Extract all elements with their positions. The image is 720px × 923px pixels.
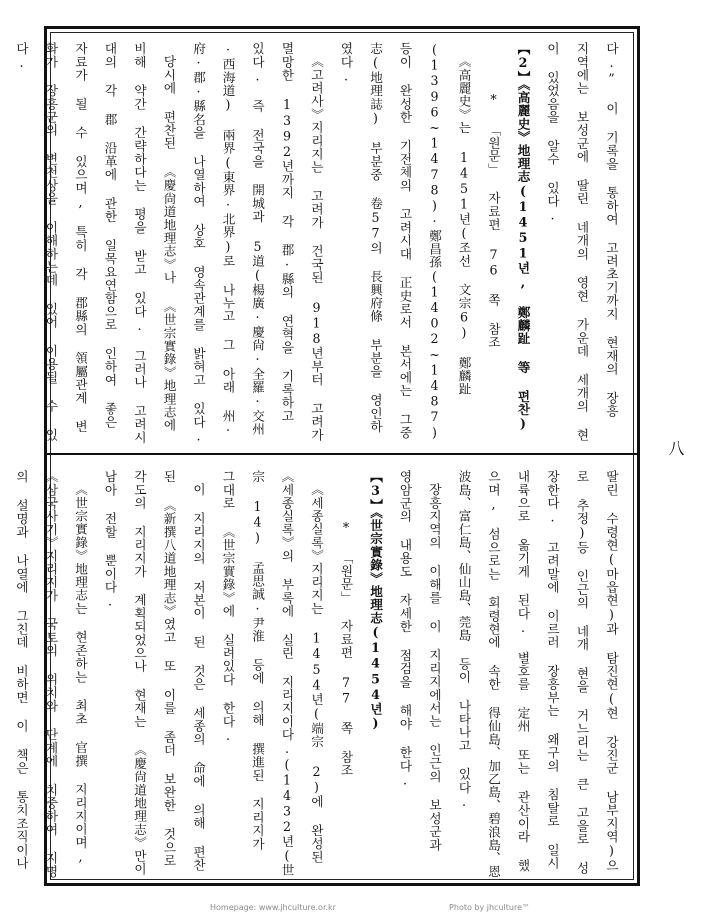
body-paragraph: 《高麗史》는 1451년(조선 文宗6) 鄭麟趾(1396~1478)·鄭昌孫(1402~1487)등이 완성한 기전체의 고려시대 正史로서 본서에는 그중 志(地理誌) 부분중 卷57의 長興府條 부분을 영인하였다. [338,42,472,441]
body-paragraph: 《고려사》지리지는 고려가 건국된 918년부터 고려가 멸망한 1392년까지 각 郡·縣의 연혁을 기록하고 있다. 즉 전국을 開城과 5道(楊廣·慶尙·全羅·交州·西海道) 兩界(東界·北界)로 나누고 그 아래 州·府·郡·縣名을 나열하여 상호 영속관계를 밝혀고 있다. [191,42,324,444]
body-paragraph: 《世宗實錄》地理志는 현존하는 최초 官撰 지리지이며, 《삼국사기》지리지가 국토의 위치와 단계에 치중하여 지명의 설명과 나열에 그친데 비하면 이 책은 통치조직이나 [14,470,88,878]
section-divider [44,453,640,455]
body-paragraph: 《세종실록》지리지는 1454년(端宗 2)에 완성된 《세종실록》의 부록에 실린 지리지이다.(1432년(世宗 14) 孟思誠·尹淮 등에 의해 撰進된 지리지가 그대로 《世宗實錄》에 실려있다 한다. [220,470,324,877]
footer-homepage: Homepage: www.jhculture.or.kr [210,903,336,912]
reference-note: * 「원문」 자료편 77 쪽 참조 [338,520,354,778]
body-paragraph: 장흥지역의 이해를 이 지리지에서는 인근의 보성군과 영암군의 내용도 자세한 점검을 해야 한다. [397,470,442,851]
body-paragraph: 딸린 수령현(마읍현)과 탐진현(현 강진군 남부지역)으로 추정)등 인근의 네개 현을 거느리는 큰 고을로 성장한다. 고려말에 이르러 장흥부는 왜구의 침탈로 일시 내륙으로 옮기게 된다. 별호를 定州 또는 관산이라 했으며, 섬으로는 회령현에 속한 得仙島、加乙島、碧浪島、恩波島、富仁島、仙山島、莞島 등이 나타나고 있다. [456,470,619,878]
body-paragraph: 다.” 이 기록을 통하여 고려초기까지 현재의 장흥 지역에는 보성군에 딸린 네개의 영현 가운데 세개의 현이 있었음을 알수 있다. [545,42,619,442]
body-paragraph [0,42,7,444]
footer [210,903,530,917]
body-paragraph: 이 지리지의 저본이 된 것은 세종의 命에 의해 편찬된 《新撰八道地理志》였고 또 이를 좀더 보완한 것으로 각도의 지리지가 계획되었으나 현재는 《慶尙道地理志》만이 남아 전할 뿐이다. [102,470,206,876]
page-number: 八 [666,440,685,456]
section-heading: 【3】《世宗實錄》地理志(1454년) [368,470,383,732]
reference-note: * 「원문」 자료편 76 쪽 참조 [486,92,501,350]
text-block-top [14,42,626,444]
section-heading: 【2】《高麗史》地理志(1451년, 鄭麟趾 等 편찬) [515,42,531,432]
footer-photo-credit: Photo by jhculture™ [449,903,530,912]
text-block-bottom [14,470,626,878]
body-paragraph: 당시에 편찬된 《慶尙道地理志》나 《世宗實錄》地理志에 비해 약간 간략하다는 평을 받고 있다. 그러나 고려시대의 각 郡 沿革에 관한 일목요연함으로 인하여 좋은 자료가 될 수 있으며, 특히 각 郡縣의 領屬관계 변화가 장흥군의 변천상을 이해하는데 있어 이용될 수 있다. [14,42,177,444]
